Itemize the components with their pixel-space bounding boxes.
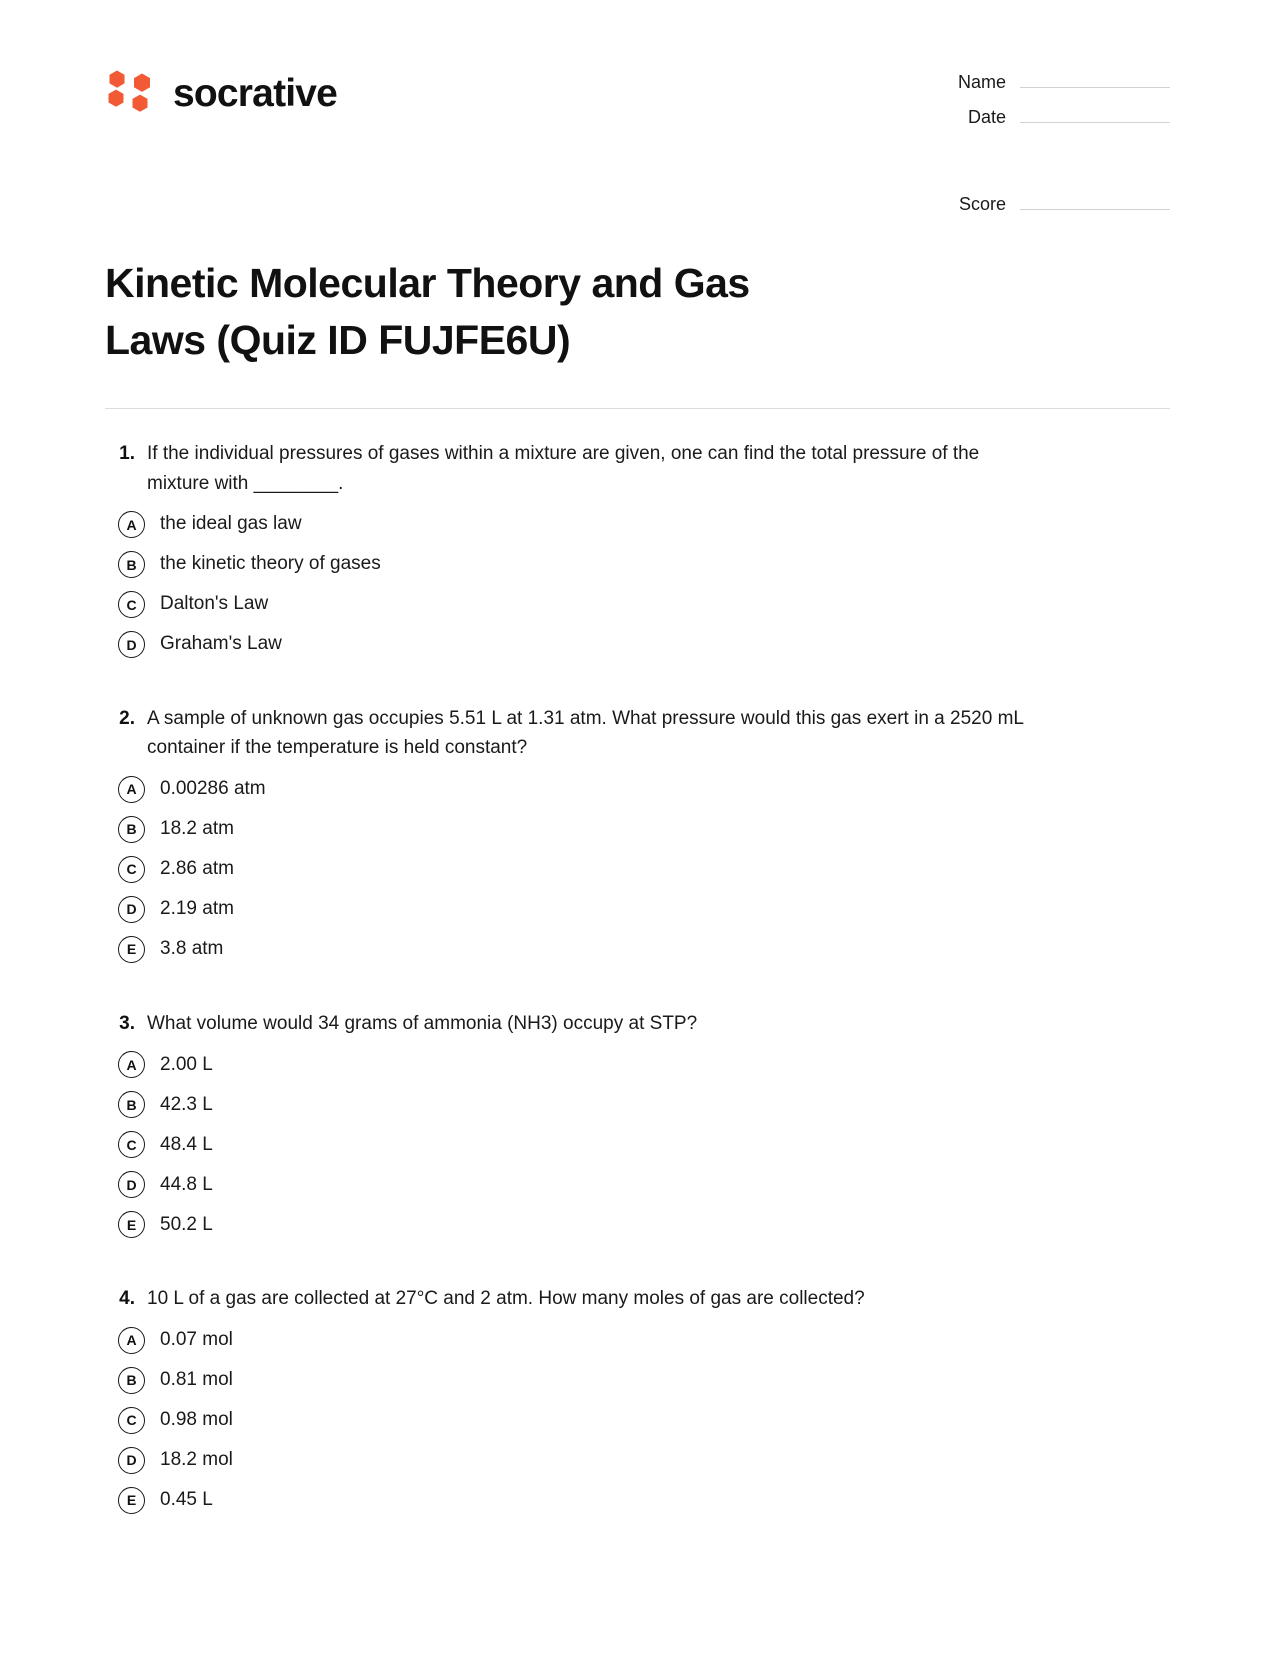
- answer-choice[interactable]: [105, 936, 1170, 963]
- student-meta-block: [925, 58, 1170, 229]
- question-item: [105, 439, 1170, 658]
- brand-block: [105, 58, 337, 116]
- choice-bubble[interactable]: D: [118, 1171, 145, 1198]
- choice-text: 50.2 L: [160, 1213, 213, 1235]
- question-number: 4.: [119, 1288, 135, 1310]
- choice-text: 18.2 atm: [160, 818, 234, 840]
- title-area: [0, 229, 1275, 368]
- name-label: Name: [957, 72, 1006, 92]
- choice-bubble[interactable]: B: [118, 816, 145, 843]
- date-label: Date: [967, 107, 1006, 127]
- question-number: 3.: [119, 1012, 135, 1034]
- choice-bubble[interactable]: C: [118, 1407, 145, 1434]
- question-number: 2.: [119, 708, 135, 730]
- answer-choice[interactable]: [105, 1327, 1170, 1354]
- choice-text: 42.3 L: [160, 1093, 213, 1115]
- choice-bubble[interactable]: D: [118, 631, 145, 658]
- brand: [105, 70, 337, 116]
- socrative-hexagon-logo-icon: [105, 70, 155, 116]
- question-head: [105, 704, 1170, 763]
- choice-bubble[interactable]: B: [118, 551, 145, 578]
- question-text: If the individual pressures of gases within a mixture are given, one can find the total pressure of the mixture with ________.: [147, 443, 980, 494]
- answer-choice[interactable]: [105, 776, 1170, 803]
- answer-choice[interactable]: [105, 1131, 1170, 1158]
- choice-text: Graham's Law: [160, 633, 282, 655]
- choice-text: 0.98 mol: [160, 1408, 233, 1430]
- choice-text: 2.86 atm: [160, 858, 234, 880]
- choice-text: 18.2 mol: [160, 1448, 233, 1470]
- question-head: [105, 439, 1170, 498]
- choice-text: 44.8 L: [160, 1173, 213, 1195]
- choice-bubble[interactable]: A: [118, 511, 145, 538]
- choice-bubble[interactable]: E: [118, 1487, 145, 1514]
- choice-bubble[interactable]: B: [118, 1367, 145, 1394]
- choice-text: 0.00286 atm: [160, 778, 266, 800]
- name-input-line[interactable]: [1020, 72, 1170, 88]
- answer-choice[interactable]: [105, 1171, 1170, 1198]
- date-field-row: [925, 107, 1170, 128]
- score-field-row: [925, 194, 1170, 215]
- choice-bubble[interactable]: C: [118, 1131, 145, 1158]
- question-number: 1.: [119, 443, 135, 465]
- choice-text: 48.4 L: [160, 1133, 213, 1155]
- score-input-line[interactable]: [1020, 194, 1170, 210]
- choice-bubble[interactable]: D: [118, 1447, 145, 1474]
- choice-text: 2.19 atm: [160, 898, 234, 920]
- choice-text: 0.07 mol: [160, 1328, 233, 1350]
- page-title: Kinetic Molecular Theory and Gas Laws (Quiz ID FUJFE6U): [105, 260, 750, 363]
- answer-choice[interactable]: [105, 1447, 1170, 1474]
- question-item: [105, 1009, 1170, 1238]
- choice-text: 2.00 L: [160, 1053, 213, 1075]
- answer-choice[interactable]: [105, 856, 1170, 883]
- answer-choice[interactable]: [105, 1091, 1170, 1118]
- question-head: [105, 1009, 1170, 1038]
- score-label: Score: [958, 194, 1006, 214]
- choice-bubble[interactable]: C: [118, 591, 145, 618]
- answer-choice[interactable]: [105, 816, 1170, 843]
- choice-bubble[interactable]: E: [118, 936, 145, 963]
- brand-name: socrative: [173, 71, 338, 115]
- choice-bubble[interactable]: C: [118, 856, 145, 883]
- question-text: 10 L of a gas are collected at 27°C and 2 atm. How many moles of gas are collected?: [147, 1288, 865, 1310]
- choice-text: 0.81 mol: [160, 1368, 233, 1390]
- answer-choice[interactable]: [105, 1211, 1170, 1238]
- choice-bubble[interactable]: E: [118, 1211, 145, 1238]
- answer-choice[interactable]: [105, 1407, 1170, 1434]
- choice-bubble[interactable]: B: [118, 1091, 145, 1118]
- question-text: A sample of unknown gas occupies 5.51 L at 1.31 atm. What pressure would this gas exert in a 2520 mL container if the temperature is held constant?: [147, 708, 1024, 759]
- choice-bubble[interactable]: A: [118, 776, 145, 803]
- answer-choice[interactable]: [105, 631, 1170, 658]
- choice-text: 0.45 L: [160, 1488, 213, 1510]
- choice-bubble[interactable]: A: [118, 1327, 145, 1354]
- answer-choice[interactable]: [105, 511, 1170, 538]
- answer-choice[interactable]: [105, 1487, 1170, 1514]
- choice-bubble[interactable]: D: [118, 896, 145, 923]
- choice-text: the ideal gas law: [160, 513, 302, 535]
- choice-text: the kinetic theory of gases: [160, 553, 381, 575]
- question-item: [105, 704, 1170, 963]
- answer-choice[interactable]: [105, 896, 1170, 923]
- answer-choice[interactable]: [105, 1051, 1170, 1078]
- answer-choice[interactable]: [105, 1367, 1170, 1394]
- choice-bubble[interactable]: A: [118, 1051, 145, 1078]
- answer-choice[interactable]: [105, 591, 1170, 618]
- question-head: [105, 1284, 1170, 1313]
- choice-text: 3.8 atm: [160, 938, 224, 960]
- question-item: [105, 1284, 1170, 1513]
- answer-choice[interactable]: [105, 551, 1170, 578]
- question-text: What volume would 34 grams of ammonia (NH3) occupy at STP?: [147, 1012, 698, 1034]
- name-field-row: [925, 72, 1170, 93]
- date-input-line[interactable]: [1020, 107, 1170, 123]
- page-header: [0, 0, 1275, 229]
- questions-list: [0, 409, 1275, 1514]
- choice-text: Dalton's Law: [160, 593, 269, 615]
